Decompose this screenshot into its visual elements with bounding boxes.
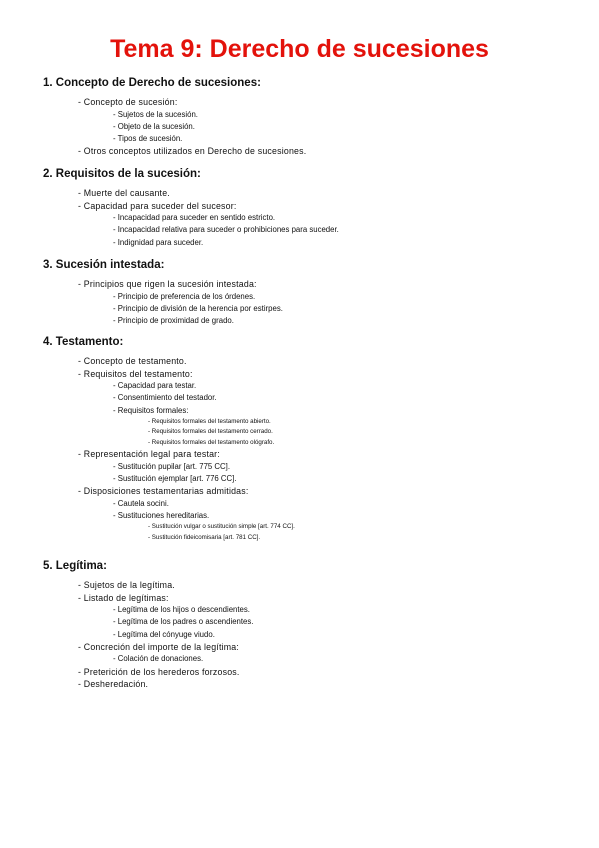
- list-item: - Tipos de sucesión.: [113, 134, 183, 143]
- list-item: - Legítima de los padres o ascendientes.: [113, 617, 254, 627]
- list-item: - Colación de donaciones.: [113, 654, 204, 664]
- page-title: Tema 9: Derecho de sucesiones: [110, 35, 489, 63]
- list-item: - Capacidad para suceder del sucesor:: [78, 200, 237, 211]
- list-item: - Incapacidad para suceder en sentido estricto.: [113, 213, 276, 223]
- section-sucesion-intestada: [43, 257, 583, 327]
- section-title: 2. Requisitos de la sucesión:: [43, 168, 201, 180]
- section-list: [43, 355, 583, 543]
- list-item: - Requisitos formales del testamento abierto.: [148, 417, 271, 425]
- list-item: - Muerte del causante.: [78, 188, 170, 198]
- list-item: - Disposiciones testamentarias admitidas:: [78, 486, 249, 497]
- list-item: - Principios que rigen la sucesión intestada:: [78, 279, 257, 289]
- list-item: - Concepto de sucesión:: [78, 97, 178, 107]
- list-item: - Requisitos del testamento:: [78, 368, 193, 379]
- list-item: - Principio de división de la herencia por estirpes.: [113, 303, 283, 313]
- section-title: 5. Legítima:: [43, 560, 107, 572]
- list-item: - Objeto de la sucesión.: [113, 121, 195, 131]
- section-list: [43, 96, 583, 158]
- section-testamento: [43, 334, 583, 543]
- list-item: - Desheredación.: [78, 679, 149, 690]
- section-list: [43, 278, 583, 327]
- list-item: - Principio de preferencia de los órdenes.: [113, 291, 256, 301]
- list-item: - Legítima de los hijos o descendientes.: [113, 605, 250, 615]
- list-item: - Sujetos de la legítima.: [78, 580, 175, 590]
- list-item: - Otros conceptos utilizados en Derecho de sucesiones.: [78, 146, 307, 157]
- section-title: 3. Sucesión intestada:: [43, 259, 165, 271]
- list-item: - Incapacidad relativa para suceder o prohibiciones para suceder.: [113, 225, 339, 235]
- section-list: [43, 187, 583, 249]
- list-item: - Legítima del cónyuge viudo.: [113, 629, 215, 639]
- list-item: - Cautela socini.: [113, 498, 169, 508]
- list-item: - Requisitos formales del testamento cerrado.: [148, 428, 273, 436]
- list-item: - Sustitución pupilar [art. 775 CC].: [113, 461, 231, 471]
- section-requisitos: [43, 166, 583, 249]
- list-item: - Principio de proximidad de grado.: [113, 316, 234, 325]
- section-list: [43, 579, 583, 691]
- list-item: - Sustituciones hereditarias.: [113, 511, 210, 521]
- section-title: 1. Concepto de Derecho de sucesiones:: [43, 77, 261, 89]
- list-item: - Sustitución fideicomisaria [art. 781 CC].: [148, 533, 261, 541]
- list-item: - Sujetos de la sucesión.: [113, 109, 198, 119]
- list-item: - Concreción del importe de la legítima:: [78, 641, 240, 652]
- list-item: - Requisitos formales:: [113, 405, 189, 415]
- list-item: - Representación legal para testar:: [78, 449, 220, 460]
- list-item: - Listado de legítimas:: [78, 592, 169, 603]
- list-item: - Requisitos formales del testamento ológrafo.: [148, 438, 275, 446]
- list-item: - Preterición de los herederos forzosos.: [78, 666, 240, 677]
- list-item: - Consentimiento del testador.: [113, 393, 217, 403]
- list-item: - Sustitución ejemplar [art. 776 CC].: [113, 474, 237, 484]
- list-item: - Concepto de testamento.: [78, 356, 187, 366]
- list-item: - Capacidad para testar.: [113, 381, 197, 391]
- list-item: - Sustitución vulgar o sustitución simple [art. 774 CC].: [148, 523, 295, 531]
- list-item: - Indignidad para suceder.: [113, 237, 204, 247]
- section-concepto: [43, 75, 583, 158]
- section-legitima: [43, 558, 583, 691]
- section-title: 4. Testamento:: [43, 336, 124, 348]
